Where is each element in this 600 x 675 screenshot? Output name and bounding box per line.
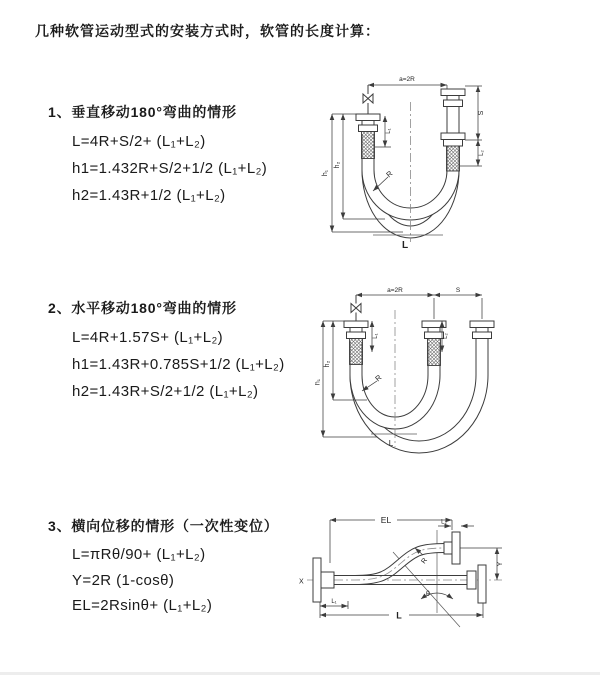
section-horizontal-180 bbox=[48, 299, 285, 405]
section-1-formulas bbox=[48, 128, 267, 209]
dim-label-l2: L₂ bbox=[441, 519, 447, 526]
dimension-l1 bbox=[372, 321, 379, 352]
formula-el: EL=2Rsinθ+ (L₁+L₂) bbox=[72, 597, 213, 614]
section-1-heading: 1、垂直移动180°弯曲的情形 bbox=[48, 104, 237, 120]
diagram-vertical-180-bend bbox=[315, 70, 600, 250]
middle-flange-fitting bbox=[422, 321, 446, 366]
dimension-l2-top bbox=[438, 520, 474, 527]
page-title: 几种软管运动型式的安装方式时，软管的长度计算： bbox=[35, 23, 380, 39]
dim-label-h2: h₂ bbox=[334, 161, 341, 169]
formula-h1: h1=1.43R+0.785S+1/2 (L₁+L₂) bbox=[72, 356, 285, 373]
section-3-formulas bbox=[48, 542, 279, 619]
datum-label-x: X bbox=[299, 578, 304, 586]
radius-label: R bbox=[420, 557, 430, 566]
braided-hose-section bbox=[362, 132, 375, 159]
dim-label-h1: h₁ bbox=[315, 378, 322, 386]
section-3-heading: 3、横向位移的情形（一次性变位） bbox=[48, 518, 279, 534]
formula-h2: h2=1.43R+S/2+1/2 (L₁+L₂) bbox=[72, 383, 259, 400]
radius-callout bbox=[362, 373, 384, 391]
dim-label-el: EL bbox=[380, 515, 392, 525]
section-vertical-180 bbox=[48, 103, 267, 209]
upper-right-flange bbox=[444, 532, 460, 564]
section-2-heading: 2、水平移动180°弯曲的情形 bbox=[48, 300, 237, 316]
dim-label-l: L bbox=[388, 439, 394, 448]
dimension-l2 bbox=[460, 140, 485, 166]
dim-label-l: L bbox=[396, 610, 402, 621]
dim-label-s: S bbox=[478, 110, 485, 116]
theta-label: θ bbox=[426, 591, 430, 598]
formula-h2: h2=1.43R+1/2 (L₁+L₂) bbox=[72, 187, 226, 204]
dim-label-l1: L₁ bbox=[331, 599, 337, 605]
dim-label-h1: h₁ bbox=[322, 169, 329, 177]
lower-right-flange bbox=[467, 565, 486, 603]
diagram-horizontal-180-bend bbox=[315, 282, 600, 467]
left-flange-fitting bbox=[344, 321, 368, 365]
valve-icon bbox=[351, 295, 361, 321]
valve-icon bbox=[363, 85, 373, 114]
dim-label-s: S bbox=[455, 287, 461, 294]
dimension-s bbox=[465, 86, 485, 140]
formula-length: L=4R+1.57S+ (L₁+L₂) bbox=[72, 329, 224, 346]
braided-hose-section bbox=[350, 339, 363, 365]
radius-callout bbox=[373, 169, 395, 191]
dim-label-l2: L₂ bbox=[443, 333, 449, 339]
left-flange bbox=[313, 558, 334, 602]
section-lateral-displacement bbox=[48, 517, 279, 619]
dimension-el bbox=[330, 515, 452, 566]
radius-label: R bbox=[373, 372, 384, 384]
diagram-lateral-displacement bbox=[297, 505, 595, 645]
formula-h1: h1=1.432R+S/2+1/2 (L₁+L₂) bbox=[72, 160, 268, 177]
dimension-l1-bottom bbox=[320, 599, 348, 609]
dimension-a2r bbox=[368, 76, 447, 89]
hose-shifted-position bbox=[356, 338, 482, 447]
braided-hose-section bbox=[428, 339, 441, 366]
dim-label-y: Y bbox=[497, 561, 504, 567]
right-flange-fitting-shifted bbox=[470, 321, 494, 339]
dimension-l bbox=[320, 602, 483, 621]
formula-length: L=4R+S/2+ (L₁+L₂) bbox=[72, 133, 206, 150]
dim-label-l1: L₁ bbox=[373, 333, 379, 339]
radius-label: R bbox=[384, 168, 395, 180]
dim-label-l2: L₂ bbox=[479, 150, 485, 156]
left-flange-fitting bbox=[356, 114, 380, 159]
dim-label-a2r: a=2R bbox=[387, 287, 403, 294]
braided-hose-section bbox=[447, 146, 460, 171]
right-flange-fitting-upper bbox=[441, 89, 465, 107]
dim-label-l: L bbox=[401, 240, 409, 250]
formula-y: Y=2R (1-cosθ) bbox=[72, 571, 175, 589]
dimension-s bbox=[434, 287, 482, 319]
dim-label-h2: h₂ bbox=[324, 360, 331, 368]
dim-label-l1: L₁ bbox=[386, 128, 392, 134]
section-2-formulas bbox=[48, 324, 285, 405]
formula-length: L=πRθ/90+ (L₁+L₂) bbox=[72, 546, 206, 563]
right-flange-fitting-lower bbox=[441, 133, 465, 171]
dim-label-a2r: a=2R bbox=[399, 76, 415, 83]
